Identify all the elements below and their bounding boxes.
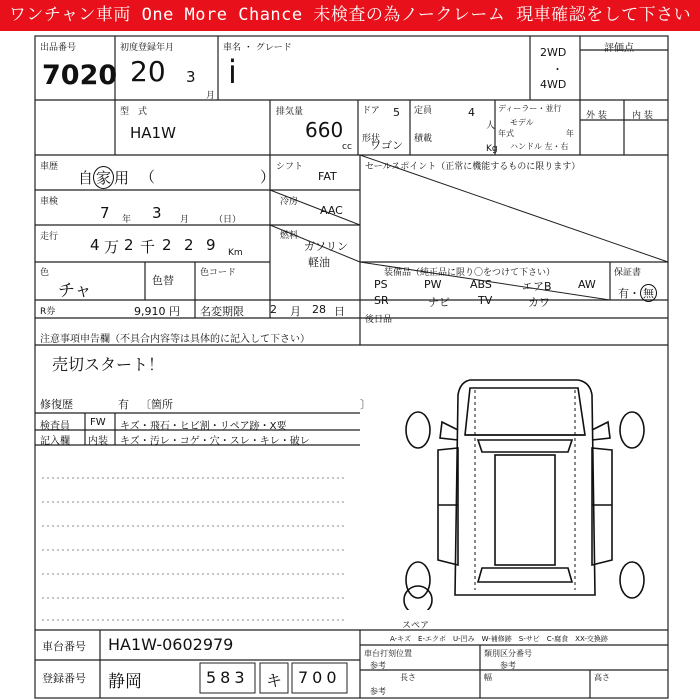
fuel-value-gasoline: ガソリン: [304, 240, 348, 253]
color-code-label: 色コード: [200, 268, 237, 278]
first-reg-label: 初度登録年月: [120, 43, 175, 53]
wd-separator: ・: [552, 63, 563, 76]
size-ref-label: 参考: [370, 687, 386, 696]
warranty-value: 有・ 無: [618, 284, 657, 302]
mileage-digit-3: 9: [206, 236, 216, 254]
equip-tv: TV: [478, 294, 493, 307]
displacement-label: 排気量: [276, 107, 304, 117]
load-unit: Kg: [486, 144, 498, 154]
warning-banner: ワンチャン車両 One More Chance 未検査の為ノークレーム 現車確認をして下さい: [0, 0, 700, 31]
repair-label: 修復歴: [40, 398, 73, 411]
mileage-thousand: 2: [124, 236, 134, 254]
plate-class: 583: [206, 668, 249, 687]
year-unit: 年: [566, 129, 574, 138]
aircon-value: AAC: [320, 204, 343, 217]
year-label: 年式: [498, 129, 514, 138]
history-circled: 家: [93, 166, 114, 189]
deadline-label: 名変期限: [200, 305, 244, 318]
chassis-value: HA1W-0602979: [108, 635, 234, 654]
type-class-label: 類別区分番号: [484, 649, 532, 658]
height-label: 高さ: [594, 673, 610, 682]
equip-navi: ナビ: [428, 296, 450, 309]
equip-leather: カワ: [528, 296, 550, 309]
fuel-label: 燃料: [280, 231, 299, 241]
sales-point-label: セールスポイント（正常に機能するものに限ります）: [365, 162, 581, 172]
exterior-label: 外 装: [586, 111, 607, 121]
plate-region: 静岡: [108, 672, 142, 692]
shaken-label: 車検: [40, 197, 59, 207]
shaken-month-unit: 月: [180, 215, 190, 225]
seat-label: 定員: [414, 106, 433, 116]
plate-serial: 700: [298, 668, 341, 687]
displacement-value: 660: [305, 118, 344, 142]
4wd-label: 4WD: [540, 78, 567, 91]
mileage-thousand-unit: 千: [140, 238, 156, 256]
car-name-label: 車名 ・ グレード: [223, 43, 292, 53]
shape-label: 形状: [362, 134, 381, 144]
model-value: HA1W: [130, 124, 176, 142]
damage-legend: A-キズ E-エクボ U-凹み W-補修跡 S-サビ C-腐食 XX-交換跡: [390, 635, 608, 643]
door-label: ドア: [362, 106, 380, 116]
chassis-label: 車台番号: [42, 640, 86, 653]
notes-value: 売切スタート！: [52, 355, 165, 374]
fw-label: FW: [90, 417, 106, 428]
model-year-label: モデル: [510, 118, 534, 127]
interior-inspect-text: キズ・汚レ・コゲ・穴・スレ・キレ・破レ: [120, 436, 310, 447]
shaken-day-unit: （日）: [214, 215, 242, 225]
equip-pw: PW: [424, 278, 442, 291]
warranty-label: 保証書: [614, 268, 642, 278]
plate-kana: キ: [266, 671, 283, 690]
lot-number: 7020: [42, 60, 118, 91]
dealer-label: ディーラー・並行: [498, 104, 562, 113]
first-reg-year: 20: [130, 55, 166, 88]
evaluation-label: 評価点: [604, 43, 634, 54]
mileage-man-unit: 万: [104, 238, 120, 256]
shift-label: シフト: [276, 162, 304, 172]
frame-ref-label: 参考: [370, 661, 386, 670]
history-paren: （ ）: [140, 168, 276, 186]
shaken-month: 3: [152, 204, 162, 222]
shape-value: ワゴン: [370, 139, 403, 152]
car-name-value: i: [228, 53, 237, 91]
deadline-month-unit: 月: [290, 305, 301, 318]
history-value: 自 家 用: [78, 166, 129, 189]
type-ref-label: 参考: [500, 661, 516, 670]
repair-value: 有: [118, 398, 129, 411]
color-label: 色: [40, 268, 50, 278]
load-label: 積載: [414, 134, 433, 144]
recycle-value: 9,910 円: [134, 305, 180, 318]
door-value: 5: [393, 106, 400, 119]
mileage-unit: Km: [228, 248, 243, 258]
seat-unit: 人: [486, 121, 496, 131]
history-label: 車歴: [40, 162, 59, 172]
mileage-digit-1: 2: [162, 236, 172, 254]
shift-value: FAT: [318, 170, 337, 183]
fw-text: キズ・飛石・ヒビ割・リペア跡・X要: [120, 421, 287, 432]
interior-inspect-label: 内装: [88, 436, 108, 447]
color-value: チャ: [58, 281, 92, 301]
aircon-label: 冷房: [280, 197, 299, 207]
warranty-circled: 無: [640, 284, 657, 302]
deadline-day-unit: 日: [334, 305, 345, 318]
repair-location: 〔箇所 〕: [140, 398, 371, 411]
first-reg-month: 3: [186, 68, 196, 86]
equipment-label: 装備品（純正品に限り〇をつけて下さい）: [384, 268, 556, 278]
plate-label: 登録番号: [42, 672, 86, 685]
interior-label: 内 装: [632, 111, 653, 121]
inspector-entry-label: 記入欄: [40, 436, 70, 447]
equip-abs: ABS: [470, 278, 492, 291]
equip-sr: SR: [374, 294, 389, 307]
equip-ps: PS: [374, 278, 388, 291]
first-reg-month-unit: 月: [206, 91, 216, 101]
displacement-unit: cc: [342, 142, 352, 152]
fuel-value-diesel: 軽油: [308, 256, 330, 269]
car-diagram: [400, 360, 650, 610]
equip-airbag: エアB: [522, 280, 552, 293]
notes-label: 注意事項申告欄（不具合内容等は具体的に記入して下さい）: [40, 334, 310, 345]
mileage-man: 4: [90, 236, 100, 254]
seat-value: 4: [468, 106, 475, 119]
model-label: 型 式: [120, 107, 148, 117]
color-change-label: 色替: [152, 274, 174, 287]
2wd-label: 2WD: [540, 46, 567, 59]
width-label: 幅: [484, 673, 492, 682]
recycle-label: R券: [40, 307, 56, 317]
deadline-day: 28: [312, 303, 326, 316]
shaken-year-unit: 年: [122, 215, 132, 225]
mileage-digit-2: 2: [184, 236, 194, 254]
equip-aw: AW: [578, 278, 596, 291]
mileage-label: 走行: [40, 232, 59, 242]
deadline-month: 2: [270, 303, 277, 316]
spare-label: スペア: [402, 621, 430, 631]
length-label: 長さ: [400, 673, 416, 682]
frame-stamp-label: 車台打刻位置: [364, 649, 412, 658]
handle-label: ハンドル 左・右: [510, 142, 569, 151]
inspector-label: 検査員: [40, 421, 70, 432]
lot-label: 出品番号: [40, 43, 77, 53]
later-items-label: 後日品: [365, 315, 393, 325]
shaken-year: 7: [100, 204, 110, 222]
